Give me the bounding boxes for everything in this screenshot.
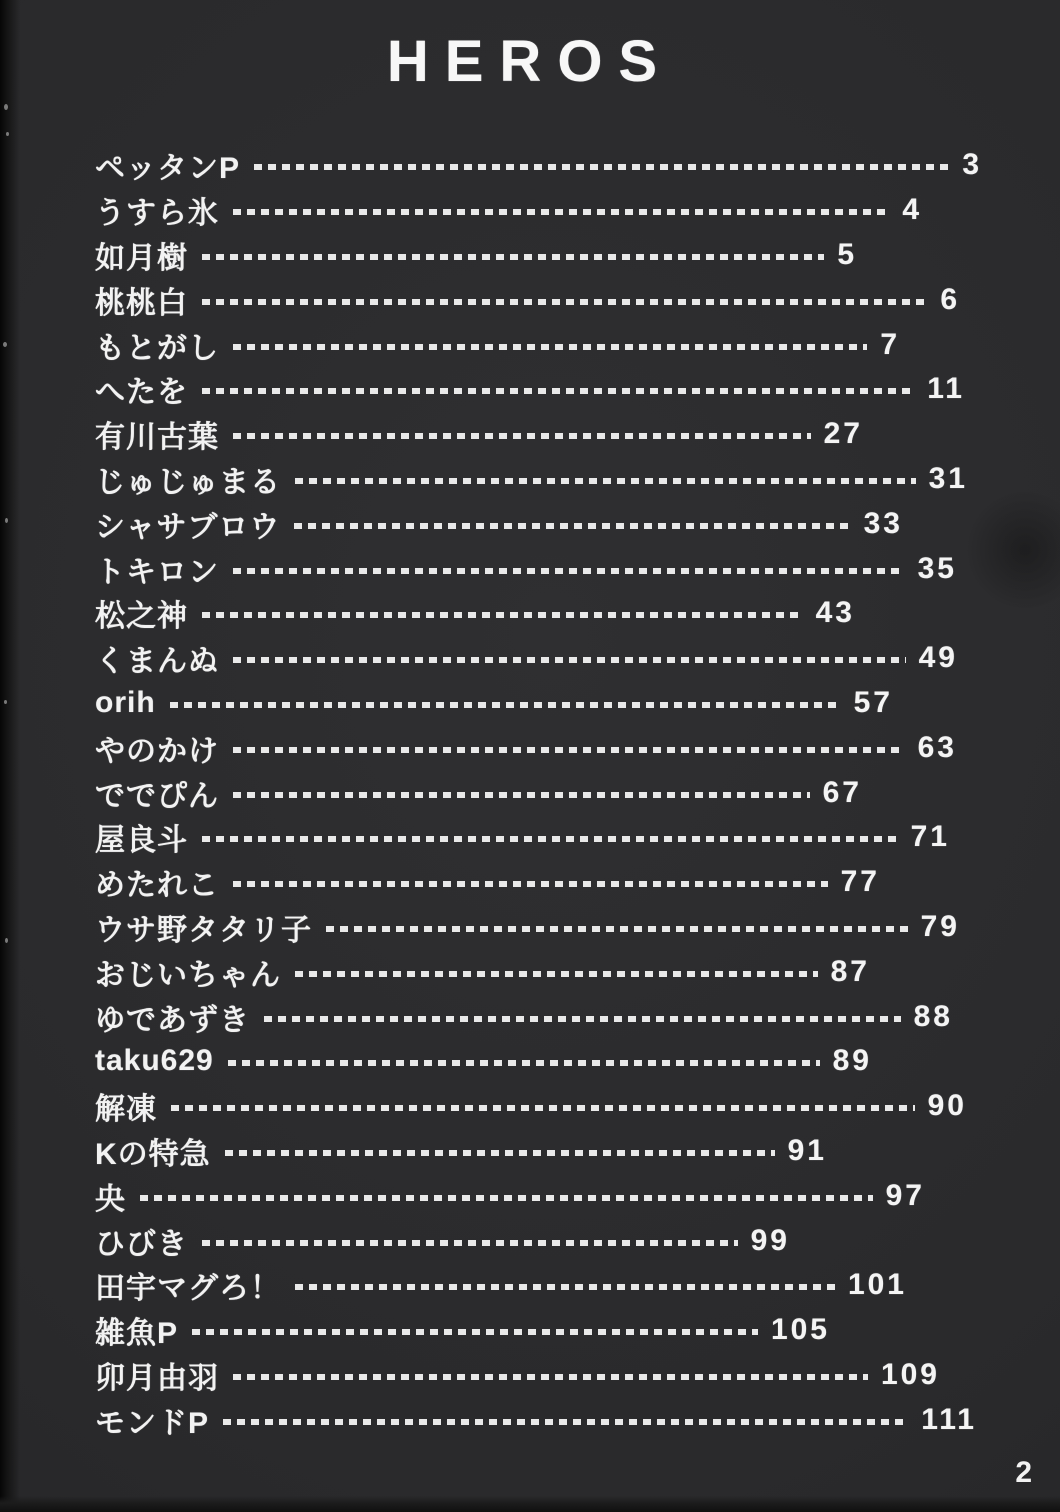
toc-entry-name: orih [95, 685, 156, 719]
dotted-leader [254, 164, 949, 170]
dotted-leader [233, 747, 905, 753]
toc-entry-page: 35 [917, 551, 957, 585]
toc-row [95, 591, 855, 636]
toc-row [95, 233, 857, 278]
toc-entry-name: ゆであずき [95, 1003, 250, 1037]
toc-entry-page: 67 [822, 775, 862, 809]
toc-entry-name: もとがし [95, 331, 219, 365]
dotted-leader [233, 433, 811, 439]
toc-entry-page: 6 [940, 282, 960, 316]
toc-row [95, 457, 968, 502]
toc-entry-name: シャサブロウ [95, 510, 281, 544]
toc-row [95, 188, 922, 233]
dotted-leader [228, 1060, 820, 1066]
dotted-leader [295, 478, 916, 484]
toc-entry-page: 77 [840, 865, 880, 899]
dotted-leader [295, 971, 818, 977]
toc-entry-name: 央 [95, 1182, 126, 1216]
scan-speck [4, 104, 8, 110]
toc-row [95, 770, 862, 815]
toc-row [95, 860, 880, 905]
dotted-leader [225, 1150, 775, 1156]
toc-row [95, 1039, 872, 1084]
toc-row [95, 546, 957, 591]
dotted-leader [233, 657, 906, 663]
toc-entry-page: 11 [927, 372, 965, 406]
dotted-leader [233, 568, 905, 574]
scan-speck [6, 132, 9, 136]
toc-entry-name: 田宇マグろ！ [95, 1272, 281, 1306]
scan-speck [5, 938, 8, 943]
toc-entry-page: 43 [815, 596, 855, 630]
toc-entry-page: 7 [880, 327, 900, 361]
toc-entry-page: 105 [770, 1313, 830, 1347]
dotted-leader [202, 254, 824, 260]
toc-row [95, 1263, 907, 1308]
dotted-leader [264, 1016, 901, 1022]
toc-entry-page: 71 [910, 820, 950, 854]
toc-row [95, 1129, 827, 1174]
toc-row [95, 949, 870, 994]
toc-entry-name: 雑魚P [95, 1317, 179, 1351]
toc-entry-name: Kの特急 [95, 1137, 211, 1171]
toc-entry-name: やのかけ [95, 734, 219, 768]
toc-row [95, 1084, 967, 1129]
dotted-leader [233, 344, 867, 350]
toc-entry-name: 桃桃白 [95, 286, 188, 320]
toc-entry-name: トキロン [95, 555, 219, 589]
toc-entry-name: モンドP [95, 1406, 210, 1440]
toc-entry-name: おじいちゃん [95, 958, 281, 992]
toc-row [95, 636, 958, 681]
toc-row [95, 277, 960, 322]
dotted-leader [202, 388, 914, 394]
scan-speck [3, 342, 7, 347]
toc-entry-name: 屋良斗 [95, 824, 188, 858]
dotted-leader [233, 1374, 868, 1380]
toc-row [95, 367, 965, 412]
toc-row [95, 725, 957, 770]
toc-entry-name: めたれこ [95, 869, 219, 903]
toc-entry-page: 27 [823, 417, 863, 451]
toc-row [95, 1218, 790, 1263]
dotted-leader [233, 792, 810, 798]
toc-row [95, 681, 893, 726]
toc-entry-page: 4 [902, 193, 922, 227]
toc-row [95, 412, 863, 457]
toc-entry-name: ウサ野タタリ子 [95, 913, 312, 947]
toc-list [95, 143, 1025, 1442]
toc-entry-page: 101 [847, 1268, 907, 1302]
toc-entry-page: 99 [750, 1223, 790, 1257]
toc-row [95, 1308, 830, 1353]
toc-entry-name: 松之神 [95, 600, 188, 634]
dotted-leader [233, 209, 889, 215]
toc-entry-name: へたを [95, 376, 188, 410]
toc-entry-name: 解凍 [95, 1093, 157, 1127]
toc-entry-page: 111 [921, 1402, 977, 1436]
toc-entry-name: 卯月由羽 [95, 1361, 219, 1395]
toc-entry-name: 有川古葉 [95, 421, 219, 455]
toc-entry-name: うすら氷 [95, 197, 219, 231]
dotted-leader [294, 523, 850, 529]
toc-entry-page: 109 [880, 1357, 940, 1391]
dotted-leader [233, 881, 828, 887]
toc-row [95, 501, 903, 546]
toc-row [95, 1173, 925, 1218]
dotted-leader [295, 1284, 835, 1290]
dotted-leader [202, 612, 803, 618]
toc-entry-page: 3 [962, 148, 982, 182]
toc-entry-page: 91 [787, 1133, 827, 1167]
dotted-leader [140, 1195, 873, 1201]
toc-entry-page: 79 [920, 909, 960, 943]
toc-entry-name: ペッタンP [95, 152, 241, 186]
dotted-leader [192, 1329, 758, 1335]
toc-entry-page: 89 [832, 1044, 872, 1078]
toc-entry-name: 如月樹 [95, 241, 188, 275]
dotted-leader [202, 1240, 738, 1246]
toc-entry-name: くまんぬ [95, 645, 219, 679]
bottom-edge-shadow [0, 1496, 1060, 1512]
toc-row [95, 815, 950, 860]
toc-entry-page: 5 [837, 237, 857, 271]
toc-entry-name: じゅじゅまる [95, 465, 281, 499]
dotted-leader [223, 1419, 908, 1425]
toc-entry-page: 57 [853, 685, 893, 719]
toc-entry-name: taku629 [95, 1044, 214, 1078]
binding-shadow [0, 0, 20, 1512]
page-title: HEROS [386, 29, 674, 94]
toc-row [95, 994, 953, 1039]
toc-entry-page: 33 [863, 506, 903, 540]
dotted-leader [202, 836, 898, 842]
toc-row [95, 1353, 940, 1398]
dotted-leader [326, 926, 908, 932]
toc-row [95, 905, 960, 950]
toc-entry-page: 88 [913, 999, 953, 1033]
toc-entry-page: 90 [927, 1089, 967, 1123]
toc-entry-name: ひびき [95, 1227, 188, 1261]
scan-speck [4, 700, 7, 704]
toc-entry-page: 31 [928, 461, 968, 495]
toc-row [95, 322, 900, 367]
page-number: 2 [1015, 1456, 1032, 1489]
dotted-leader [170, 702, 841, 708]
toc-entry-page: 49 [918, 641, 958, 675]
toc-entry-page: 87 [830, 954, 870, 988]
dotted-leader [171, 1105, 915, 1111]
toc-row [95, 143, 982, 188]
toc-entry-name: ででぴん [95, 779, 219, 813]
toc-entry-page: 97 [885, 1178, 925, 1212]
toc-entry-page: 63 [917, 730, 957, 764]
dotted-leader [202, 299, 927, 305]
toc-row [95, 1397, 977, 1442]
scan-speck [5, 518, 8, 523]
